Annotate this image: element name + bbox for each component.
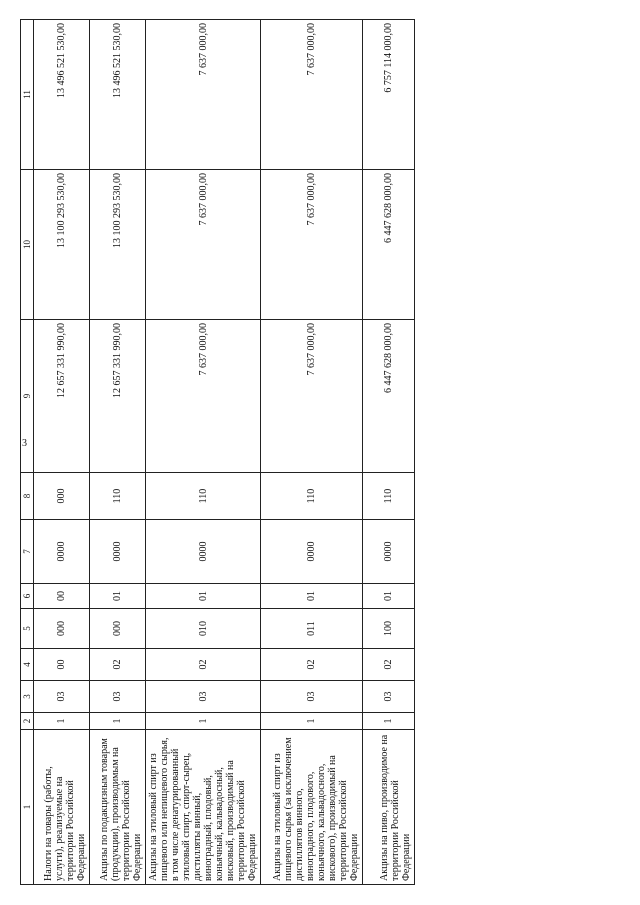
code-cell: 110 — [363, 473, 415, 520]
code-cell: 000 — [34, 473, 90, 520]
amount-cell: 7 637 000,00 — [146, 20, 261, 170]
code-cell: 03 — [90, 681, 146, 713]
budget-table-rotated — [20, 20, 412, 885]
code-cell: 000 — [34, 609, 90, 649]
column-header: 5 — [21, 609, 34, 649]
column-header: 6 — [21, 584, 34, 609]
table-row — [363, 20, 415, 885]
code-cell: 01 — [261, 584, 363, 609]
code-cell: 03 — [261, 681, 363, 713]
income-name: Налоги на товары (работы, услуги), реализуемые на территории Российской Федерации — [34, 730, 90, 885]
amount-cell: 6 757 114 000,00 — [363, 20, 415, 170]
code-cell: 1 — [363, 713, 415, 730]
income-name: Акцизы на этиловый спирт из пищевого сырья (за исключением дистиллятов винного, виноградного, плодового, коньячного, кальвадосного, вискового), производимый на территории Российской Федерации — [261, 730, 363, 885]
column-header: 3 — [21, 681, 34, 713]
code-cell: 011 — [261, 609, 363, 649]
income-name: Акцизы на этиловый спирт из пищевого или непищевого сырья, в том числе денатурированный этиловый спирт, спирт-сырец, дистилляты винный, виноградный, плодовый, коньячный, кальвадосный, висковый, производимый на территории Российской Федерации — [146, 730, 261, 885]
column-header: 2 — [21, 713, 34, 730]
code-cell: 0000 — [146, 520, 261, 584]
code-cell: 01 — [146, 584, 261, 609]
income-name: Акцизы на пиво, производимое на территории Российской Федерации — [363, 730, 415, 885]
code-cell: 000 — [90, 609, 146, 649]
column-header: 8 — [21, 473, 34, 520]
code-cell: 01 — [363, 584, 415, 609]
amount-cell: 13 496 521 530,00 — [90, 20, 146, 170]
code-cell: 03 — [363, 681, 415, 713]
code-cell: 0000 — [90, 520, 146, 584]
column-header: 10 — [21, 170, 34, 320]
code-cell: 110 — [146, 473, 261, 520]
code-cell: 100 — [363, 609, 415, 649]
code-cell: 110 — [90, 473, 146, 520]
table-row — [90, 20, 146, 885]
amount-cell: 13 496 521 530,00 — [34, 20, 90, 170]
amount-cell: 13 100 293 530,00 — [34, 170, 90, 320]
code-cell: 00 — [34, 584, 90, 609]
code-cell: 02 — [363, 649, 415, 681]
amount-cell: 6 447 628 000,00 — [363, 170, 415, 320]
code-cell: 00 — [34, 649, 90, 681]
code-cell: 03 — [34, 681, 90, 713]
code-cell: 02 — [261, 649, 363, 681]
code-cell: 1 — [90, 713, 146, 730]
code-cell: 1 — [34, 713, 90, 730]
amount-cell: 13 100 293 530,00 — [90, 170, 146, 320]
table-row — [261, 20, 363, 885]
code-cell: 02 — [90, 649, 146, 681]
amount-cell: 7 637 000,00 — [146, 170, 261, 320]
column-header: 4 — [21, 649, 34, 681]
code-cell: 03 — [146, 681, 261, 713]
amount-cell: 7 637 000,00 — [261, 170, 363, 320]
column-header-row — [21, 20, 34, 885]
column-header: 9 — [21, 320, 34, 473]
amount-cell: 6 447 628 000,00 — [363, 320, 415, 473]
amount-cell: 12 657 331 990,00 — [34, 320, 90, 473]
budget-table — [20, 19, 415, 885]
column-header: 11 — [21, 20, 34, 170]
code-cell: 02 — [146, 649, 261, 681]
table-row — [146, 20, 261, 885]
amount-cell: 7 637 000,00 — [261, 320, 363, 473]
code-cell: 110 — [261, 473, 363, 520]
table-row — [34, 20, 90, 885]
code-cell: 0000 — [34, 520, 90, 584]
code-cell: 0000 — [363, 520, 415, 584]
code-cell: 1 — [146, 713, 261, 730]
code-cell: 010 — [146, 609, 261, 649]
amount-cell: 12 657 331 990,00 — [90, 320, 146, 473]
column-header: 1 — [21, 730, 34, 885]
amount-cell: 7 637 000,00 — [146, 320, 261, 473]
amount-cell: 7 637 000,00 — [261, 20, 363, 170]
code-cell: 0000 — [261, 520, 363, 584]
code-cell: 01 — [90, 584, 146, 609]
column-header: 7 — [21, 520, 34, 584]
page-number: 3 — [22, 438, 27, 449]
income-name: Акцизы по подакцизным товарам (продукции), производимым на территории Российской Федерации — [90, 730, 146, 885]
code-cell: 1 — [261, 713, 363, 730]
